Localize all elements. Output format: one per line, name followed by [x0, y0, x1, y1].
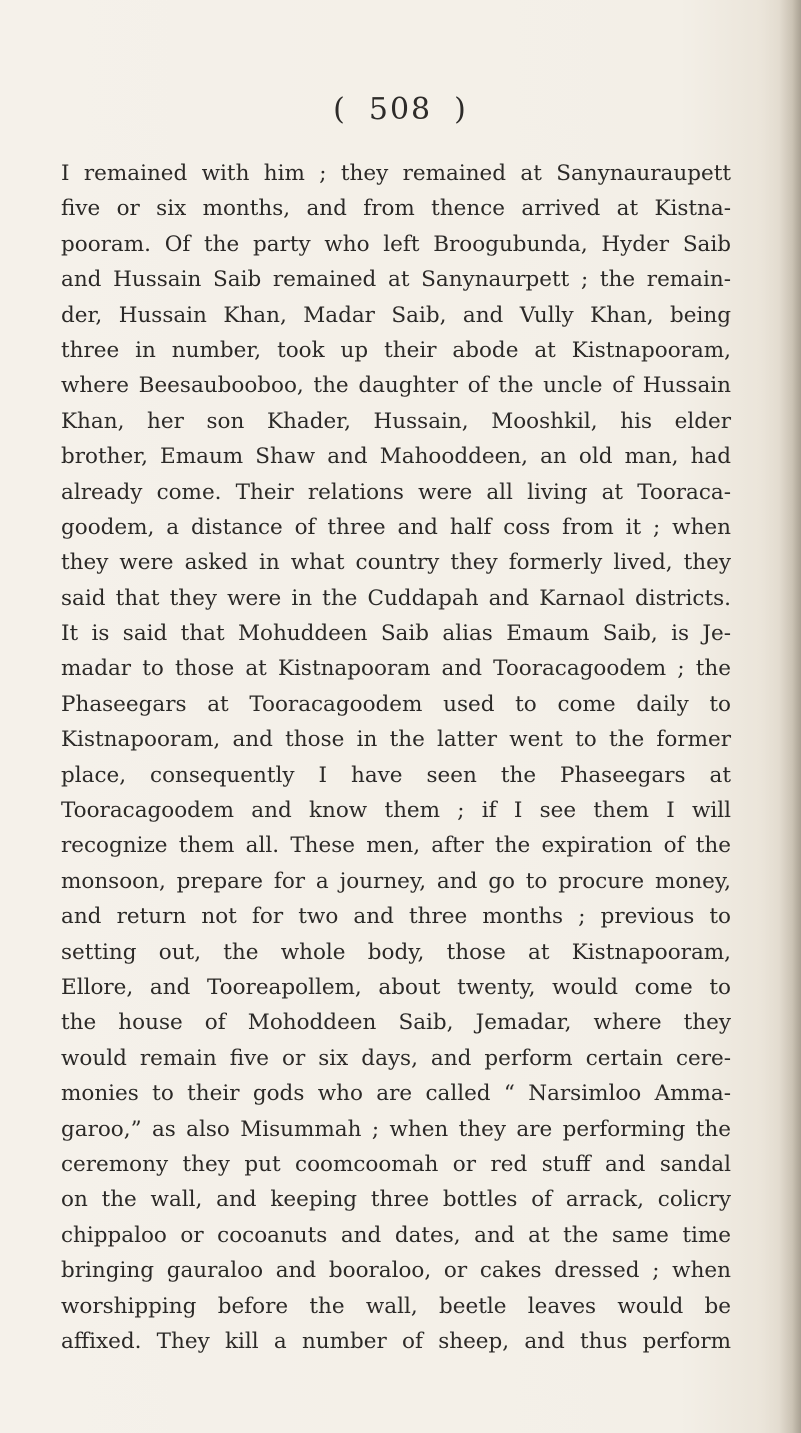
text-line: ceremony they put coomcoomah or red stuff and sandal: [61, 1151, 731, 1177]
text-line: Khan, her son Khader, Hussain, Mooshkil, his elder: [61, 408, 731, 434]
text-line: garoo,” as also Misummah ; when they are performing the: [61, 1116, 731, 1142]
text-line: affixed. They kill a number of sheep, and thus perform: [61, 1328, 731, 1354]
text-line: said that they were in the Cuddapah and Karnaol districts.: [61, 585, 731, 611]
text-line: It is said that Mohuddeen Saib alias Emaum Saib, is Je-: [61, 621, 731, 647]
page-edge-shadow: [779, 0, 801, 1433]
text-line: goodem, a distance of three and half coss from it ; when: [61, 514, 731, 540]
text-line: monies to their gods who are called “ Narsimloo Amma-: [61, 1081, 731, 1107]
text-line: and return not for two and three months ; previous to: [61, 904, 731, 930]
text-line: where Beesaubooboo, the daughter of the uncle of Hussain: [61, 373, 731, 399]
text-line: the house of Mohoddeen Saib, Jemadar, where they: [61, 1010, 731, 1036]
text-line: chippaloo or cocoanuts and dates, and at the same time: [61, 1222, 731, 1248]
text-line: monsoon, prepare for a journey, and go to procure money,: [61, 868, 731, 894]
page-number-value: 508: [368, 92, 433, 127]
text-line: and Hussain Saib remained at Sanynaurpett ; the remain-: [61, 267, 731, 293]
text-line: they were asked in what country they formerly lived, they: [61, 550, 731, 576]
text-line: I remained with him ; they remained at Sanynauraupett: [61, 161, 731, 186]
text-line: on the wall, and keeping three bottles of arrack, colicry: [61, 1187, 731, 1213]
page-number-open-paren: (: [333, 92, 347, 127]
text-line: Tooracagoodem and know them ; if I see them I will: [61, 798, 731, 824]
text-line: pooram. Of the party who left Broogubunda, Hyder Saib: [61, 231, 731, 257]
text-line: setting out, the whole body, those at Kistnapooram,: [61, 939, 731, 965]
text-line: madar to those at Kistnapooram and Tooracagoodem ; the: [61, 656, 731, 682]
text-line: brother, Emaum Shaw and Mahooddeen, an old man, had: [61, 444, 731, 470]
text-line: worshipping before the wall, beetle leaves would be: [61, 1293, 731, 1319]
text-line: Ellore, and Tooreapollem, about twenty, would come to: [61, 974, 731, 1000]
text-line: bringing gauraloo and booraloo, or cakes dressed ; when: [61, 1258, 731, 1284]
text-line: already come. Their relations were all living at Tooraca-: [61, 479, 731, 505]
text-line: three in number, took up their abode at Kistnapooram,: [61, 337, 731, 363]
text-line: would remain five or six days, and perform certain cere-: [61, 1045, 731, 1071]
body-text: [61, 156, 731, 1359]
text-line: Kistnapooram, and those in the latter went to the former: [61, 727, 731, 753]
text-line: five or six months, and from thence arrived at Kistna-: [61, 196, 731, 222]
text-line: Phaseegars at Tooracagoodem used to come daily to: [61, 691, 731, 717]
page-number-close-paren: ): [454, 92, 468, 127]
text-line: der, Hussain Khan, Madar Saib, and Vully Khan, being: [61, 302, 731, 328]
text-line: recognize them all. These men, after the expiration of the: [61, 833, 731, 859]
text-line: place, consequently I have seen the Phaseegars at: [61, 762, 731, 788]
page-number: [0, 92, 801, 127]
